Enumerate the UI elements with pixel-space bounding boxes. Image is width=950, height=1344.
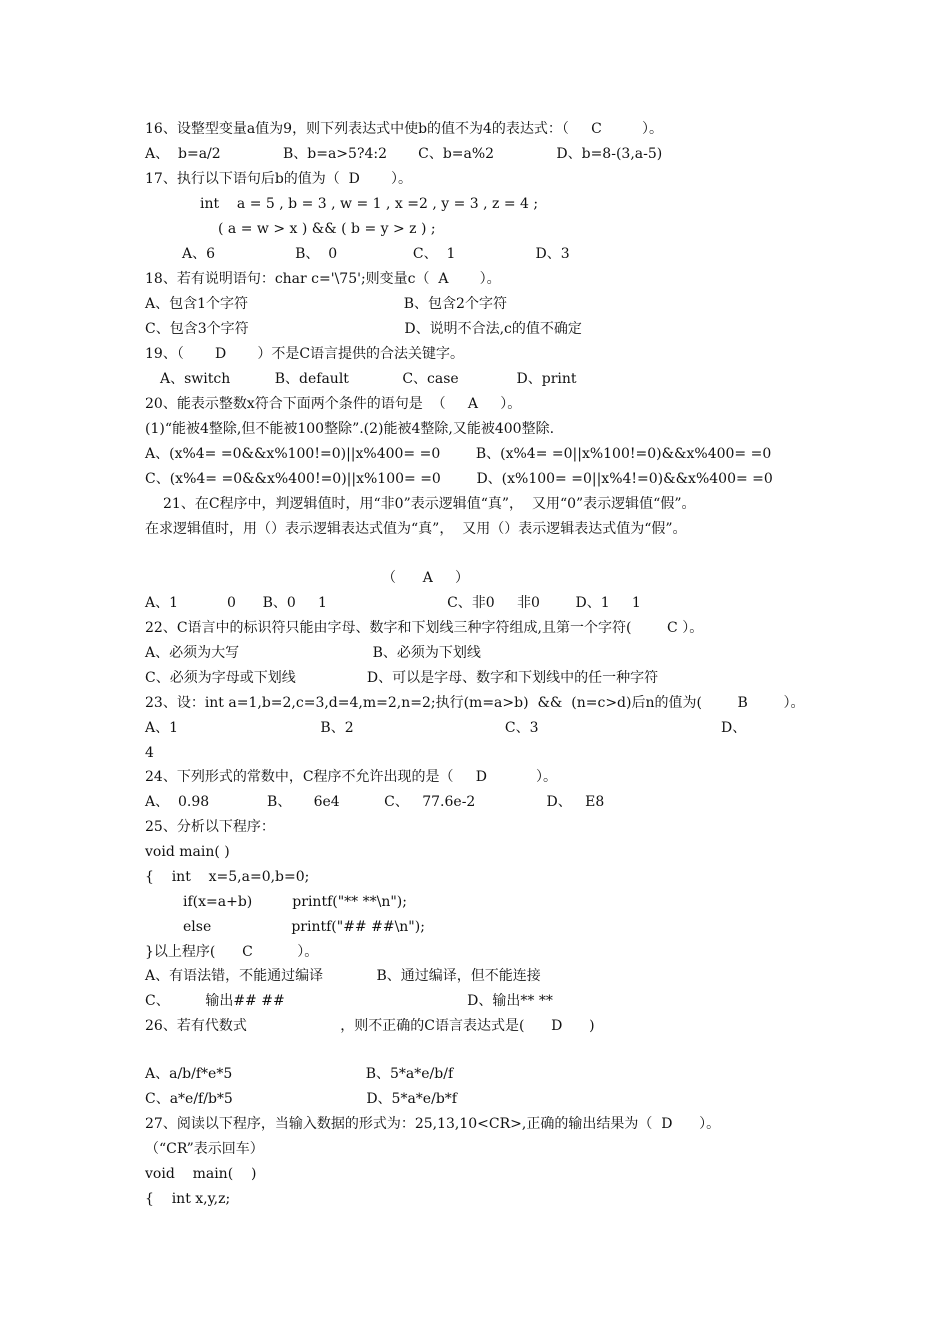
q25-prompt: }以上程序( C ）。: [145, 944, 319, 960]
question-16: 16、设整型变量a值为9，则下列表达式中使b的值不为4的表达式：（ C ）。: [145, 121, 663, 137]
q23-options-wrap: 4: [145, 745, 154, 761]
q26-options-ab: A、a/b/f*e*5 B、5*a*e/b/f: [145, 1066, 454, 1082]
q18-options-ab: A、包含1个字符 B、包含2个字符: [145, 296, 507, 312]
q21-answer: （ A ）: [382, 570, 470, 586]
q17-code-line-2: ( a = w > x ) && ( b = y > z ) ;: [218, 221, 436, 237]
question-22: 22、C语言中的标识符只能由字母、数字和下划线三种字符组成,且第一个字符( C ）。: [145, 620, 704, 636]
q25-code-line-4: else printf("## ##\n");: [183, 919, 425, 935]
q22-options-cd: C、必须为字母或下划线 D、可以是字母、数字和下划线中的任一种字符: [145, 670, 659, 686]
q18-options-cd: C、包含3个字符 D、说明不合法,c的值不确定: [145, 321, 582, 337]
q20-options-ab: A、(x%4= =0&&x%100!=0)||x%400= =0 B、(x%4= =0||x%100!=0)&&x%400= =0: [145, 446, 772, 462]
q25-code-line-3: if(x=a+b) printf("** **\n");: [183, 894, 407, 910]
q19-options: A、switch B、default C、case D、print: [160, 371, 577, 387]
q27-code-line-1: void main( ): [145, 1166, 257, 1182]
q27-note: （“CR”表示回车）: [145, 1141, 264, 1157]
question-21: 21、在C程序中，判逻辑值时，用“非0”表示逻辑值“真”， 又用“0”表示逻辑值“假”。: [163, 496, 696, 512]
question-27: 27、阅读以下程序，当输入数据的形式为：25,13,10<CR>,正确的输出结果为（ D ）。: [145, 1116, 721, 1132]
q26-options-cd: C、a*e/f/b*5 D、5*a*e/b*f: [145, 1091, 457, 1107]
question-23: 23、设：int a=1,b=2,c=3,d=4,m=2,n=2;执行(m=a>b) && (n=c>d)后n的值为( B ）。: [145, 695, 805, 711]
q25-options-ab: A、有语法错，不能通过编译 B、通过编译，但不能连接: [145, 968, 541, 984]
q25-options-cd: C、 输出## ## D、输出** **: [145, 993, 553, 1009]
q22-options-ab: A、必须为大写 B、必须为下划线: [145, 645, 481, 661]
q25-code-line-1: void main( ): [145, 844, 230, 860]
question-17: 17、执行以下语句后b的值为（ D ）。: [145, 171, 413, 187]
question-26: 26、若有代数式 ，则不正确的C语言表达式是( D ): [145, 1018, 595, 1034]
q20-conditions: (1)“能被4整除,但不能被100整除”.(2)能被4整除,又能被400整除.: [145, 421, 555, 437]
q21-options: A、1 0 B、0 1 C、非0 非0 D、1 1: [145, 595, 641, 611]
question-20: 20、能表示整数x符合下面两个条件的语句是 （ A ）。: [145, 396, 522, 412]
question-25: 25、分析以下程序：: [145, 819, 275, 835]
question-19: 19、（ D ）不是C语言提供的合法关键字。: [145, 346, 465, 362]
q25-code-line-2: { int x=5,a=0,b=0;: [145, 869, 310, 885]
q24-options: A、 0.98 B、 6e4 C、 77.6e-2 D、 E8: [145, 794, 605, 810]
q16-options: A、 b=a/2 B、b=a>5?4:2 C、b=a%2 D、b=8-(3,a-5): [145, 146, 663, 162]
question-24: 24、下列形式的常数中，C程序不允许出现的是（ D ）。: [145, 769, 557, 785]
q20-options-cd: C、(x%4= =0&&x%400!=0)||x%100= =0 D、(x%100= =0||x%4!=0)&&x%400= =0: [145, 471, 773, 487]
q27-code-line-2: { int x,y,z;: [145, 1191, 231, 1207]
q17-options: A、6 B、 0 C、 1 D、3: [182, 246, 570, 262]
question-18: 18、若有说明语句：char c='\75';则变量c（ A ）。: [145, 271, 501, 287]
q17-code-line-1: int a = 5 , b = 3 , w = 1 , x =2 , y = 3 , z = 4 ;: [200, 196, 539, 212]
question-21-cont: 在求逻辑值时，用（）表示逻辑表达式值为“真”， 又用（）表示逻辑表达式值为“假”。: [145, 521, 687, 537]
q23-options: A、1 B、2 C、3 D、: [145, 720, 747, 736]
